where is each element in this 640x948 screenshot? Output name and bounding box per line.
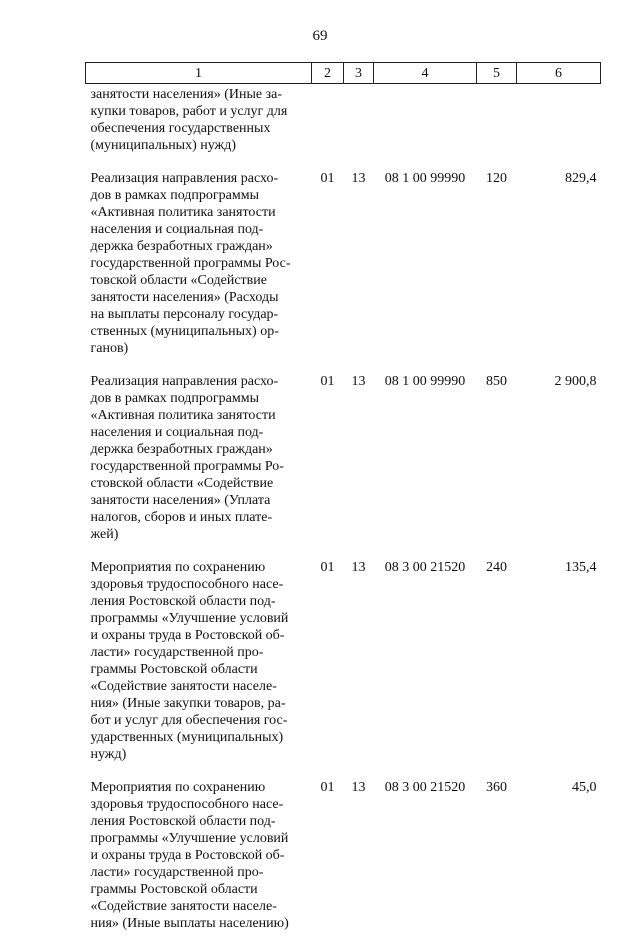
row-amount: 2 900,8 (554, 374, 597, 389)
row-amount (517, 84, 601, 171)
row-description: Мероприятия по сохранению здоровья трудоспособного насе- ления Ростовской области под- программы «Улучшение условий и охраны труда в Ростовской об- ласти» государственной про- граммы Ростовской области «Содействие занятости населе- ния» (Иные закупки товаров, ра- бот и услуг для обеспечения гос- ударственных (муниципальных) нужд) (90, 560, 289, 762)
row-subsection-code: 13 (351, 780, 366, 795)
row-subsection-code: 13 (351, 171, 366, 186)
row-subsection-code: 13 (351, 374, 366, 389)
row-section-code (312, 84, 344, 171)
row-subsection-code (344, 84, 374, 171)
row-description: Мероприятия по сохранению здоровья трудоспособного насе- ления Ростовской области под- программы «Улучшение условий и охраны труда в Ростовской об- ласти» государственной про- граммы Ростовской области «Содействие занятости населе- ния» (Иные выплаты населению) (90, 780, 289, 931)
row-expense-type: 360 (486, 780, 507, 795)
budget-table (85, 62, 601, 948)
table-header-row (86, 63, 601, 84)
row-amount: 135,4 (565, 560, 597, 575)
row-section-code: 01 (320, 374, 335, 389)
table-row (86, 170, 601, 373)
row-target-article: 08 3 00 21520 (384, 560, 466, 575)
row-section-code: 01 (320, 171, 335, 186)
row-expense-type (477, 84, 517, 171)
row-section-code: 01 (320, 780, 335, 795)
row-description: Реализация направления расхо- дов в рамках подпрограммы «Активная политика занятости населения и социальная под- держка безработных граждан» государственной программы Рос- товской области «Содействие занятости населения» (Расходы на выплаты персоналу государ- ственных (муниципальных) ор- ганов) (90, 171, 291, 356)
header-col-1: 1 (86, 63, 312, 84)
row-expense-type: 120 (486, 171, 507, 186)
header-col-6: 6 (517, 63, 601, 84)
table-row (86, 559, 601, 779)
table-row (86, 779, 601, 948)
row-target-article: 08 1 00 99990 (384, 171, 466, 186)
table-row (86, 373, 601, 559)
row-description: Реализация направления расхо- дов в рамках подпрограммы «Активная политика занятости населения и социальная под- держка безработных граждан» государственной программы Ро- стовской области «Содействие занятости населения» (Уплата налогов, сборов и иных плате- жей) (90, 374, 284, 542)
row-description: занятости населения» (Иные за- купки товаров, работ и услуг для обеспечения государственных (муниципальных) нужд) (90, 87, 288, 153)
row-target-article: 08 3 00 21520 (384, 780, 466, 795)
row-expense-type: 240 (486, 560, 507, 575)
row-section-code: 01 (320, 560, 335, 575)
header-col-5: 5 (477, 63, 517, 84)
page-number: 69 (312, 28, 328, 44)
header-col-2: 2 (312, 63, 344, 84)
row-subsection-code: 13 (351, 560, 366, 575)
row-target-article: 08 1 00 99990 (384, 374, 466, 389)
row-target-article (374, 84, 477, 171)
header-col-3: 3 (344, 63, 374, 84)
table-row (86, 84, 601, 171)
row-expense-type: 850 (486, 374, 507, 389)
row-amount: 829,4 (565, 171, 597, 186)
row-amount: 45,0 (572, 780, 597, 795)
header-col-4: 4 (374, 63, 477, 84)
